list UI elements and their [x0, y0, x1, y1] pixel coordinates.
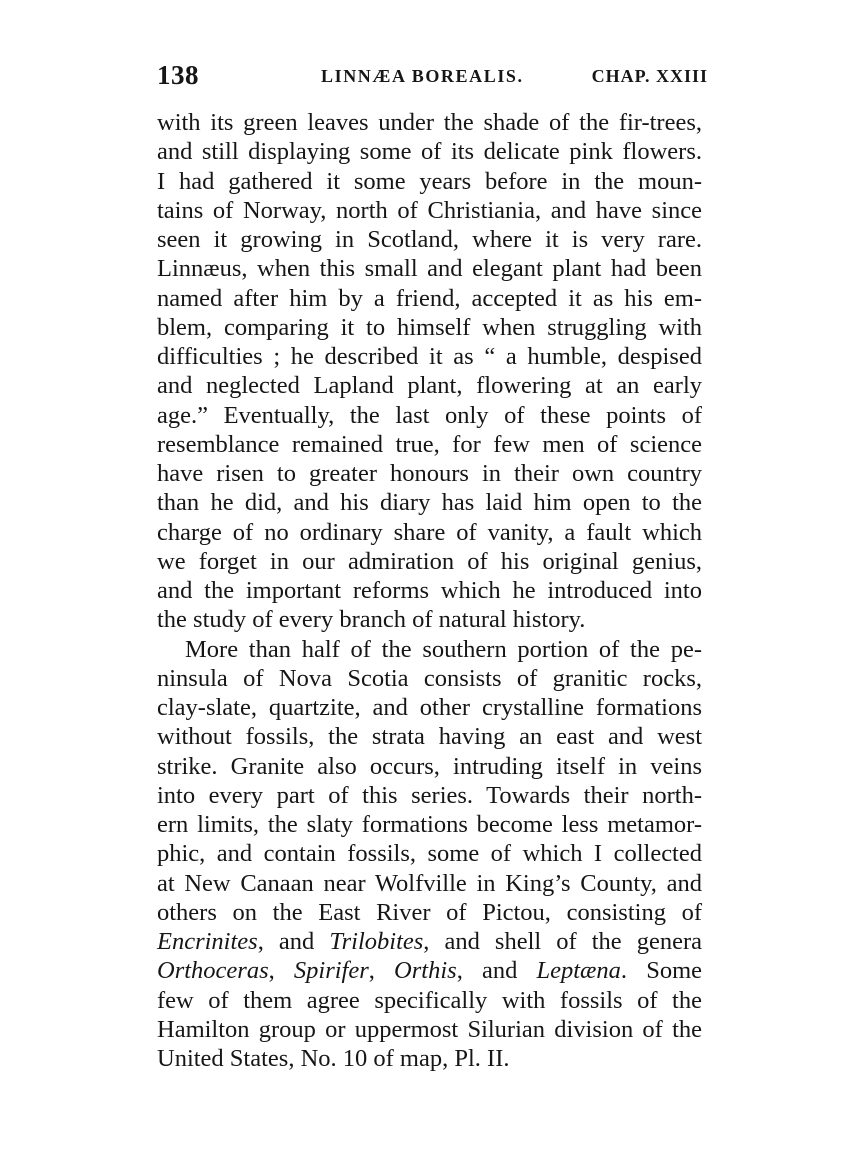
body-text — [157, 108, 702, 1073]
text-line: blem, comparing it to himself when struggling with — [157, 313, 702, 341]
text-line: without fossils, the strata having an east and west — [157, 723, 702, 751]
running-title: LINNÆA BOREALIS. — [321, 66, 524, 86]
page-number: 138 — [157, 60, 199, 90]
text-line: and still displaying some of its delicate pink flowers. — [157, 138, 702, 166]
text-line: few of them agree specifically with fossils of the — [157, 986, 702, 1014]
text-run: , — [268, 957, 294, 985]
paragraph-2 — [157, 635, 702, 1074]
text-line: More than half of the southern portion of the pe- — [185, 635, 702, 663]
text-line: Hamilton group or uppermost Silurian division of the — [157, 1015, 702, 1043]
text-line: ern limits, the slaty formations become less metamor- — [157, 811, 702, 838]
text-line: tains of Norway, north of Christiania, and have since — [157, 196, 702, 224]
text-line: we forget in our admiration of his original genius, — [157, 547, 702, 575]
paragraph-1 — [157, 108, 702, 635]
text-run: , and — [257, 928, 330, 955]
text-line: resemblance remained true, for few men of science — [157, 430, 702, 458]
text-line: others on the East River of Pictou, consisting of — [157, 898, 702, 926]
text-line-genera — [157, 956, 702, 985]
text-run: . Some — [620, 957, 702, 985]
text-line: named after him by a friend, accepted it as his em- — [157, 284, 702, 312]
text-line: Linnæus, when this small and elegant plant had been — [157, 255, 702, 283]
text-line: into every part of this series. Towards their north- — [157, 781, 702, 809]
text-line: and neglected Lapland plant, flowering at an early — [157, 372, 702, 400]
text-line: than he did, and his diary has laid him open to the — [157, 489, 702, 517]
text-line: age.” Eventually, the last only of these points of — [157, 401, 702, 429]
text-line: charge of no ordinary share of vanity, a fault which — [157, 518, 702, 546]
text-line: seen it growing in Scotland, where it is very rare. — [157, 226, 702, 253]
text-run: , and — [456, 957, 537, 985]
text-line: the study of every branch of natural history. — [157, 606, 586, 634]
text-run: , and shell of the genera — [423, 928, 702, 955]
chapter-reference: CHAP. XXIII — [591, 66, 708, 86]
text-line: and the important reforms which he introduced into — [157, 577, 702, 604]
text-line: difficulties ; he described it as “ a humble, despised — [157, 343, 702, 370]
text-line: at New Canaan near Wolfville in King’s County, and — [157, 869, 702, 897]
text-line: clay-slate, quartzite, and other crystalline formations — [157, 694, 702, 721]
taxon-name: Trilobites — [329, 928, 424, 955]
taxon-name: Encrinites — [157, 928, 258, 955]
text-line: with its green leaves under the shade of the fir-trees, — [157, 109, 702, 136]
taxon-name: Orthoceras — [157, 957, 269, 985]
text-line: strike. Granite also occurs, intruding itself in veins — [157, 752, 702, 780]
text-line: phic, and contain fossils, some of which I collected — [157, 840, 702, 868]
text-run: , — [368, 957, 395, 985]
taxon-name: Spirifer — [293, 957, 369, 985]
running-head — [157, 60, 708, 90]
taxon-name: Leptæna — [536, 957, 621, 985]
text-line: have risen to greater honours in their own country — [157, 460, 702, 487]
taxon-name: Orthis — [394, 957, 457, 985]
text-line-genera — [157, 927, 702, 956]
text-line: United States, No. 10 of map, Pl. II. — [157, 1045, 510, 1072]
text-line: I had gathered it some years before in the moun- — [157, 167, 702, 195]
text-line: ninsula of Nova Scotia consists of granitic rocks, — [157, 664, 702, 692]
